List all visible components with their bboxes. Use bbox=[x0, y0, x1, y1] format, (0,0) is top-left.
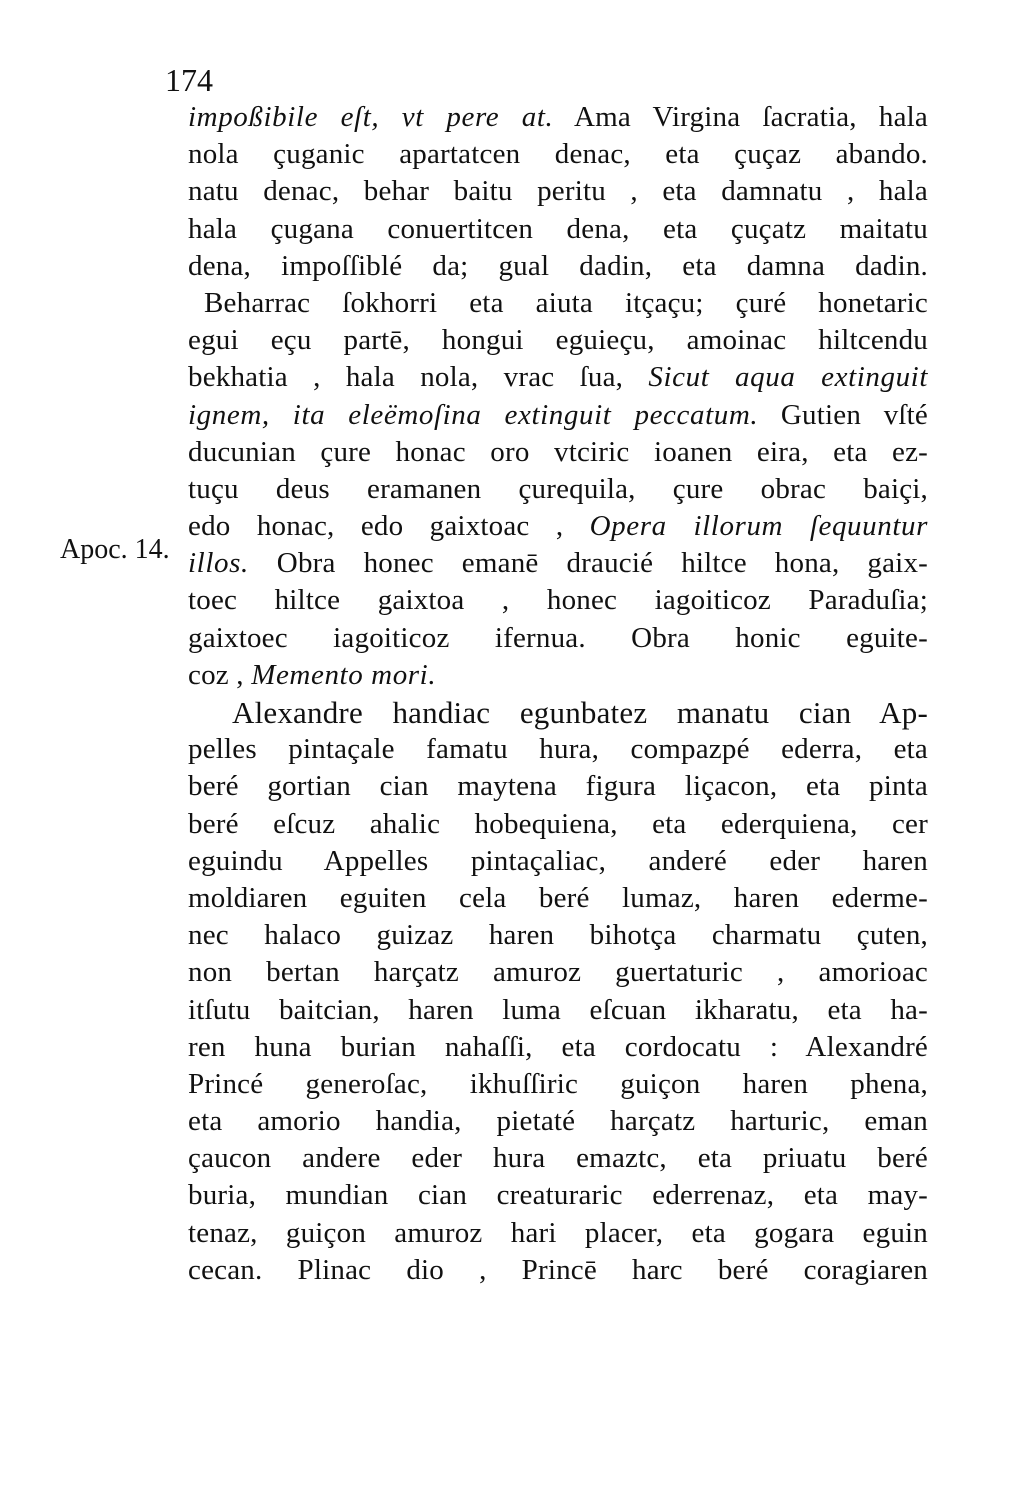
paragraph-start-line: Beharrac ſokhorri eta aiuta itçaçu; çuré honetaric bbox=[204, 286, 928, 319]
margin-note-reference: Apoc. 14. bbox=[60, 534, 170, 565]
text-line: beré gortian cian maytena figura liçacon, eta pinta bbox=[188, 770, 928, 803]
latin-quote: impoßibile eſt, vt pere at. bbox=[188, 101, 554, 133]
text-line: dena, impoſſiblé da; gual dadin, eta damna dadin. bbox=[188, 249, 928, 282]
text-line: çaucon andere eder hura emaztc, eta priuatu beré bbox=[188, 1142, 928, 1175]
text-line: edo honac, edo gaixtoac , Opera illorum ſequuntur bbox=[188, 510, 928, 543]
latin-quote: illos. bbox=[188, 547, 249, 580]
text-line: itſutu baitcian, haren luma eſcuan ikharatu, eta ha- bbox=[188, 993, 928, 1026]
text-line: bekhatia , hala nola, vrac ſua, Sicut aqua extinguit bbox=[188, 361, 928, 394]
text-line: buria, mundian cian creaturaric ederrenaz, eta may- bbox=[188, 1179, 928, 1212]
text-line: eta amorio handia, pietaté harçatz harturic, eman bbox=[188, 1105, 928, 1138]
text-line: egui eçu partē, hongui eguieçu, amoinac hiltcendu bbox=[188, 324, 928, 357]
body-text bbox=[188, 99, 928, 1289]
text-line: coz , Memento mori. bbox=[188, 658, 437, 691]
text-line: tenaz, guiçon amuroz hari placer, eta gogara eguin bbox=[188, 1216, 928, 1249]
text-line: illos. Obra honec emanē draucié hiltce hona, gaix- bbox=[188, 547, 928, 580]
text-line: tuçu deus eramanen çurequila, çure obrac baiçi, bbox=[188, 472, 928, 505]
text-line: ducunian çure honac oro vtciric ioanen eira, eta ez- bbox=[188, 435, 928, 468]
text-line: impoßibile eſt, vt pere at. Ama Virgina ſacratia, hala bbox=[188, 101, 928, 133]
page-number: 174 bbox=[165, 62, 213, 98]
text-line: non bertan harçatz amuroz guertaturic , amorioac bbox=[188, 956, 928, 989]
text-line: cecan. Plinac dio , Princē harc beré coragiaren bbox=[188, 1253, 928, 1286]
paragraph-start-line: Alexandre handiac egunbatez manatu cian Ap- bbox=[232, 695, 928, 730]
text-line: Princé generoſac, ikhuſſiric guiçon haren phena, bbox=[188, 1067, 928, 1100]
text-line: toec hiltce gaixtoa , honec iagoiticoz Paraduſia; bbox=[188, 584, 928, 617]
text-line: moldiaren eguiten cela beré lumaz, haren ederme- bbox=[188, 881, 928, 914]
latin-quote: Memento mori. bbox=[251, 658, 437, 691]
latin-quote: ignem, ita eleëmoſina extinguit peccatum. bbox=[188, 398, 759, 431]
text-line: nec halaco guizaz haren bihotça charmatu çuten, bbox=[188, 919, 928, 952]
text-line: hala çugana conuertitcen dena, eta çuçatz maitatu bbox=[188, 212, 928, 245]
text-line: gaixtoec iagoiticoz ifernua. Obra honic eguite- bbox=[188, 621, 928, 654]
text-line: natu denac, behar baitu peritu , eta damnatu , hala bbox=[188, 175, 928, 208]
text-line: nola çuganic apartatcen denac, eta çuçaz abando. bbox=[188, 138, 928, 171]
text-line: beré eſcuz ahalic hobequiena, eta ederquiena, cer bbox=[188, 807, 928, 840]
text-line: pelles pintaçale famatu hura, compazpé ederra, eta bbox=[188, 733, 928, 766]
text-line: eguindu Appelles pintaçaliac, anderé eder haren bbox=[188, 844, 928, 877]
latin-quote: Opera illorum ſequuntur bbox=[589, 510, 928, 543]
latin-quote: Sicut aqua extinguit bbox=[648, 361, 928, 394]
text-line: ignem, ita eleëmoſina extinguit peccatum. Gutien vſté bbox=[188, 398, 928, 431]
text-line: ren huna burian nahaſſi, eta cordocatu : Alexandré bbox=[188, 1030, 928, 1063]
